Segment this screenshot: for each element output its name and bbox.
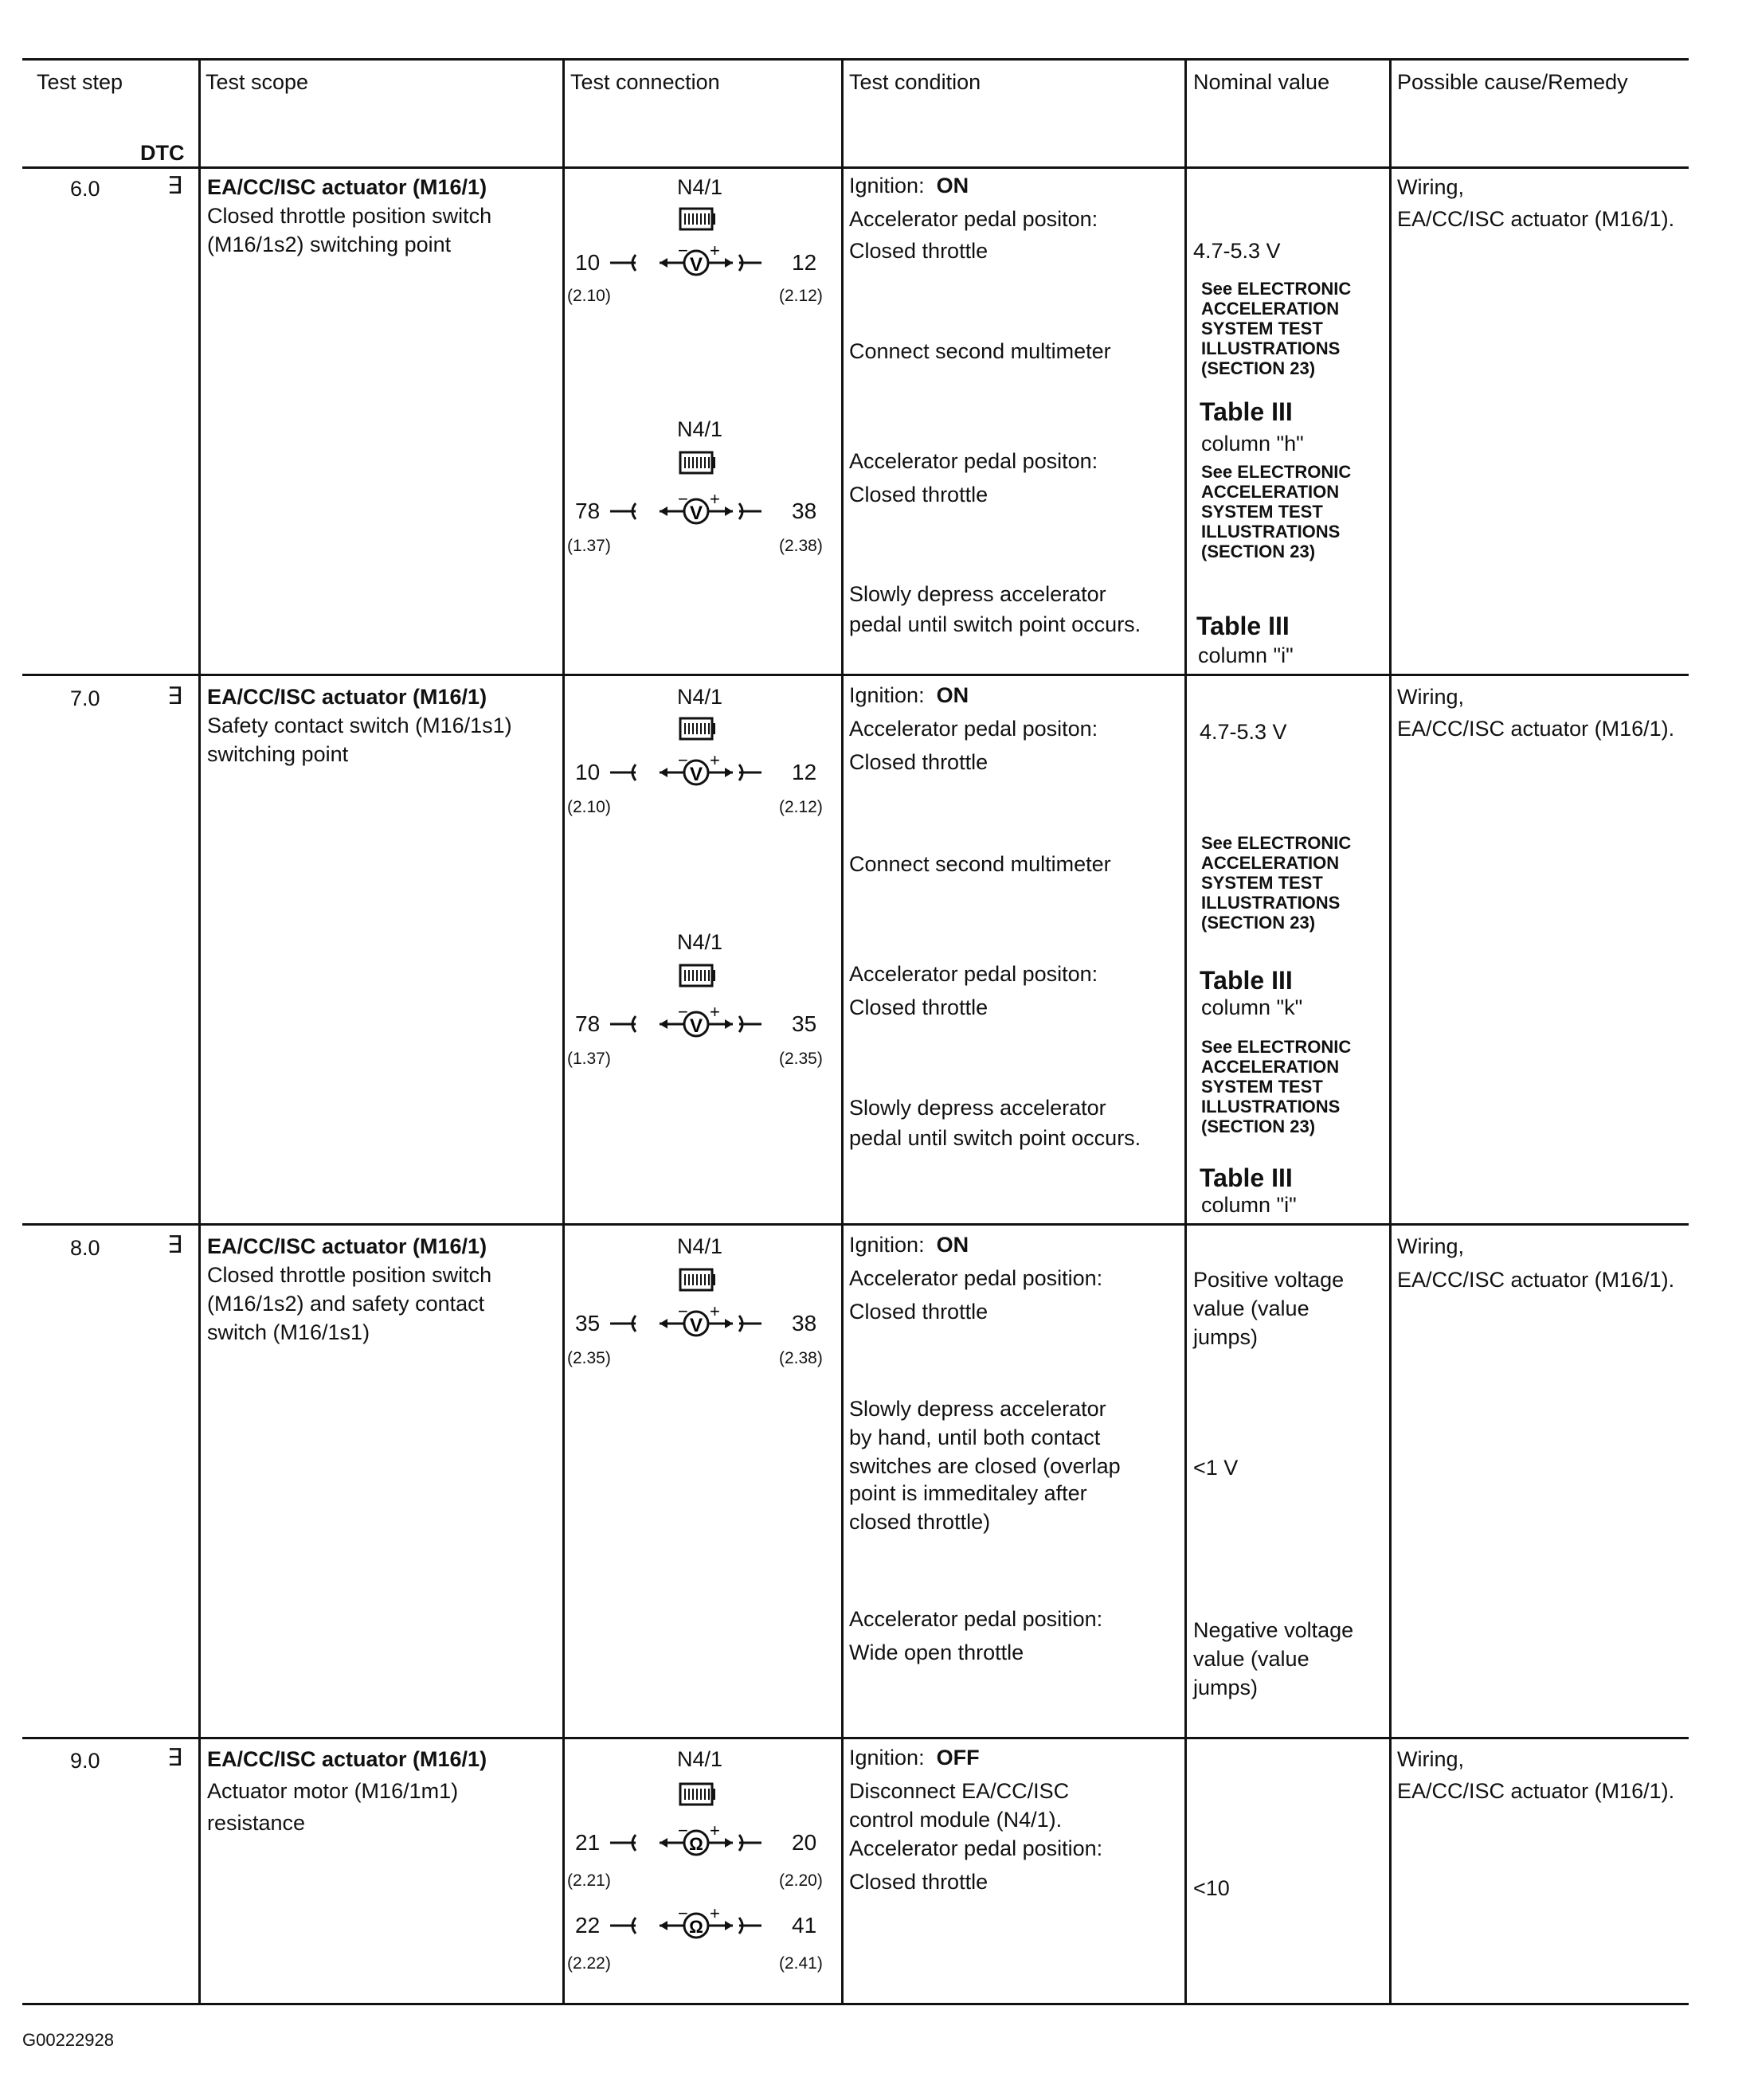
dtc-icon: ∃ (167, 173, 182, 199)
table-top-rule (22, 58, 1689, 61)
header-test-connection: Test connection (570, 70, 720, 94)
row6-cond-line: Accelerator pedal positon: (849, 449, 1098, 473)
row8-nominal: value (value (1193, 1296, 1310, 1320)
see-note: See ELECTRONIC ACCELERATION SYSTEM TEST ILLUSTRATIONS (SECTION 23) (1201, 833, 1352, 933)
connector-icon (679, 1782, 715, 1806)
row9-nominal: <10 (1193, 1876, 1230, 1900)
multimeter-icon (607, 489, 817, 534)
row6-pin-left-2: 78 (575, 499, 601, 523)
figure-id: G00222928 (22, 2030, 114, 2050)
col-divider-cause (1389, 59, 1392, 2004)
see-note: See ELECTRONIC ACCELERATION SYSTEM TEST ILLUSTRATIONS (SECTION 23) (1201, 462, 1352, 561)
svg-text:−: − (678, 489, 688, 509)
row6-column-ref: column "h" (1201, 432, 1304, 456)
row8-nominal: jumps) (1193, 1676, 1259, 1699)
row7-pin-right-sub: (2.12) (779, 798, 823, 816)
row8-cond-line: Closed throttle (849, 1300, 988, 1324)
row9-step: 9.0 (70, 1749, 100, 1773)
col-divider-scope (198, 59, 201, 2004)
row7-cond-line: Accelerator pedal positon: (849, 962, 1098, 986)
row6-cond-line: Closed throttle (849, 483, 988, 506)
header-possible-cause: Possible cause/Remedy (1397, 70, 1628, 94)
connector-icon (679, 207, 715, 231)
row7-scope-line: Safety contact switch (M16/1s1) (207, 714, 512, 737)
header-test-scope: Test scope (206, 70, 309, 94)
row6-module-label-2: N4/1 (677, 417, 723, 441)
svg-text:+: + (710, 750, 720, 770)
multimeter-icon (607, 750, 817, 795)
svg-text:V: V (689, 254, 703, 276)
row6-cond-line: Accelerator pedal positon: (849, 207, 1098, 231)
row8-nominal: Positive voltage (1193, 1268, 1345, 1292)
see-note: See ELECTRONIC ACCELERATION SYSTEM TEST ILLUSTRATIONS (SECTION 23) (1201, 1037, 1352, 1136)
header-nominal-value: Nominal value (1193, 70, 1330, 94)
row8-cond-line: Wide open throttle (849, 1641, 1024, 1664)
row8-scope-line: (M16/1s2) and safety contact (207, 1292, 485, 1316)
row7-column-ref: column "i" (1201, 1193, 1297, 1217)
table-ref: Table III (1196, 612, 1290, 640)
row8-module-label: N4/1 (677, 1234, 723, 1258)
svg-text:+: + (710, 1301, 720, 1321)
svg-text:−: − (678, 1903, 688, 1923)
col-divider-connection (562, 59, 565, 2004)
row7-ignition: Ignition: ON (849, 683, 969, 707)
row9-pin-right-2: 41 (792, 1913, 817, 1938)
row8-scope-title: EA/CC/ISC actuator (M16/1) (207, 1234, 487, 1258)
row8-pin-right-sub: (2.38) (779, 1349, 823, 1367)
row6-pin-left: 10 (575, 250, 601, 275)
row9-pin-left: 21 (575, 1830, 601, 1855)
row8-nominal: jumps) (1193, 1325, 1259, 1349)
row7-pin-left-sub-2: (1.37) (567, 1050, 611, 1068)
row6-scope-line: (M16/1s2) switching point (207, 233, 452, 256)
header-dtc: DTC (140, 141, 185, 165)
row7-cond-line: Closed throttle (849, 995, 988, 1019)
svg-text:−: − (678, 1301, 688, 1321)
row9-cond-line: control module (N4/1). (849, 1808, 1063, 1832)
header-test-step: Test step (37, 70, 123, 94)
row8-ignition: Ignition: ON (849, 1233, 969, 1257)
row6-module-label: N4/1 (677, 175, 723, 199)
table-bottom-rule (22, 2003, 1689, 2005)
row6-cond-line: Slowly depress accelerator (849, 582, 1106, 606)
row8-pin-left-sub: (2.35) (567, 1349, 611, 1367)
row-divider-8 (22, 1223, 1689, 1226)
svg-text:+: + (710, 241, 720, 260)
connector-icon (679, 717, 715, 741)
row8-cond-line: closed throttle) (849, 1510, 991, 1534)
row7-pin-left-2: 78 (575, 1011, 601, 1036)
row7-module-label-2: N4/1 (677, 930, 723, 954)
row7-cond-line: Closed throttle (849, 750, 988, 774)
row9-cond-line: Disconnect EA/CC/ISC (849, 1779, 1070, 1803)
row8-cause: EA/CC/ISC actuator (M16/1). (1397, 1268, 1675, 1292)
row7-cond-line: Slowly depress accelerator (849, 1096, 1106, 1120)
row9-scope-title: EA/CC/ISC actuator (M16/1) (207, 1747, 487, 1771)
row7-scope-title: EA/CC/ISC actuator (M16/1) (207, 685, 487, 709)
row6-cond-line: Closed throttle (849, 239, 988, 263)
svg-text:+: + (710, 1903, 720, 1923)
row9-scope-line: resistance (207, 1811, 306, 1835)
row6-pin-right-sub-2: (2.38) (779, 537, 823, 555)
row7-nominal-voltage: 4.7-5.3 V (1200, 720, 1287, 744)
row6-nominal-voltage: 4.7-5.3 V (1193, 239, 1281, 263)
row6-scope-line: Closed throttle position switch (207, 204, 492, 228)
row6-ignition: Ignition: ON (849, 174, 969, 197)
svg-text:Ω: Ω (689, 1917, 703, 1937)
row9-cond-line: Accelerator pedal position: (849, 1836, 1103, 1860)
row6-scope-title: EA/CC/ISC actuator (M16/1) (207, 175, 487, 199)
row6-column-ref: column "i" (1198, 643, 1294, 667)
row-divider-9 (22, 1737, 1689, 1739)
row8-cause: Wiring, (1397, 1234, 1465, 1258)
svg-text:V: V (689, 503, 703, 524)
row7-pin-left-sub: (2.10) (567, 798, 611, 816)
table-ref: Table III (1200, 966, 1293, 995)
row8-cond-line: Accelerator pedal position: (849, 1607, 1103, 1631)
row8-pin-right: 38 (792, 1311, 817, 1335)
connector-icon (679, 964, 715, 987)
row8-nominal: <1 V (1193, 1456, 1239, 1480)
svg-text:+: + (710, 489, 720, 509)
row6-pin-right: 12 (792, 250, 817, 275)
dtc-icon: ∃ (167, 1232, 182, 1258)
dtc-icon: ∃ (167, 683, 182, 710)
row9-module-label: N4/1 (677, 1747, 723, 1771)
row8-cond-line: Slowly depress accelerator (849, 1397, 1106, 1421)
connector-icon (679, 1268, 715, 1292)
row9-ignition: Ignition: OFF (849, 1746, 980, 1770)
svg-text:−: − (678, 241, 688, 260)
row8-cond-line: switches are closed (overlap (849, 1454, 1121, 1478)
row9-cond-line: Closed throttle (849, 1870, 988, 1894)
row8-scope-line: Closed throttle position switch (207, 1263, 492, 1287)
svg-text:Ω: Ω (689, 1834, 703, 1854)
svg-text:V: V (689, 1015, 703, 1037)
row9-pin-left-sub-2: (2.22) (567, 1954, 611, 1973)
row9-pin-left-sub: (2.21) (567, 1871, 611, 1890)
row6-step: 6.0 (70, 177, 100, 201)
row7-cause: Wiring, (1397, 685, 1465, 709)
row7-pin-right: 12 (792, 760, 817, 784)
row8-nominal: value (value (1193, 1647, 1310, 1671)
row6-cond-line: pedal until switch point occurs. (849, 612, 1141, 636)
row8-step: 8.0 (70, 1236, 100, 1260)
multimeter-icon (607, 1002, 817, 1046)
row7-cond-line: Connect second multimeter (849, 852, 1111, 876)
col-divider-condition (841, 59, 844, 2004)
row6-cause: Wiring, (1397, 175, 1465, 199)
svg-text:V: V (689, 764, 703, 785)
row7-pin-right-2: 35 (792, 1011, 817, 1036)
see-note: See ELECTRONIC ACCELERATION SYSTEM TEST ILLUSTRATIONS (SECTION 23) (1201, 279, 1352, 378)
header-bottom-rule (22, 166, 1689, 169)
row7-column-ref: column "k" (1201, 995, 1303, 1019)
row6-cause: EA/CC/ISC actuator (M16/1). (1397, 207, 1675, 231)
row9-pin-right: 20 (792, 1830, 817, 1855)
header-test-condition: Test condition (849, 70, 981, 94)
row7-cond-line: pedal until switch point occurs. (849, 1126, 1141, 1150)
row9-pin-right-sub-2: (2.41) (779, 1954, 823, 1973)
multimeter-icon (607, 1301, 817, 1346)
ohmmeter-icon (607, 1820, 817, 1865)
row6-pin-right-2: 38 (792, 499, 817, 523)
svg-text:V: V (689, 1315, 703, 1336)
row9-cause: EA/CC/ISC actuator (M16/1). (1397, 1779, 1675, 1803)
connector-icon (679, 451, 715, 475)
svg-text:−: − (678, 750, 688, 770)
row9-pin-left-2: 22 (575, 1913, 601, 1938)
multimeter-icon (607, 241, 817, 285)
row8-pin-left: 35 (575, 1311, 601, 1335)
row9-cause: Wiring, (1397, 1747, 1465, 1771)
table-ref: Table III (1200, 397, 1293, 426)
row7-cause: EA/CC/ISC actuator (M16/1). (1397, 717, 1675, 741)
row8-nominal: Negative voltage (1193, 1618, 1354, 1642)
svg-text:+: + (710, 1002, 720, 1022)
dtc-icon: ∃ (167, 1745, 182, 1771)
ohmmeter-icon (607, 1903, 817, 1948)
svg-text:+: + (710, 1820, 720, 1840)
row8-cond-line: by hand, until both contact (849, 1425, 1101, 1449)
row9-scope-line: Actuator motor (M16/1m1) (207, 1779, 459, 1803)
row7-step: 7.0 (70, 686, 100, 710)
row6-pin-left-sub-2: (1.37) (567, 537, 611, 555)
row7-scope-line: switching point (207, 742, 349, 766)
row8-scope-line: switch (M16/1s1) (207, 1320, 370, 1344)
row9-pin-right-sub: (2.20) (779, 1871, 823, 1890)
svg-text:−: − (678, 1820, 688, 1840)
row8-cond-line: point is immeditaley after (849, 1481, 1087, 1505)
row6-pin-left-sub: (2.10) (567, 287, 611, 305)
col-divider-nominal (1184, 59, 1187, 2004)
svg-text:−: − (678, 1002, 688, 1022)
row7-pin-right-sub-2: (2.35) (779, 1050, 823, 1068)
row8-cond-line: Accelerator pedal position: (849, 1266, 1103, 1290)
row7-module-label: N4/1 (677, 685, 723, 709)
table-ref: Table III (1200, 1163, 1293, 1192)
row6-cond-line: Connect second multimeter (849, 339, 1111, 363)
row-divider-7 (22, 674, 1689, 676)
row6-pin-right-sub: (2.12) (779, 287, 823, 305)
row7-cond-line: Accelerator pedal positon: (849, 717, 1098, 741)
row7-pin-left: 10 (575, 760, 601, 784)
